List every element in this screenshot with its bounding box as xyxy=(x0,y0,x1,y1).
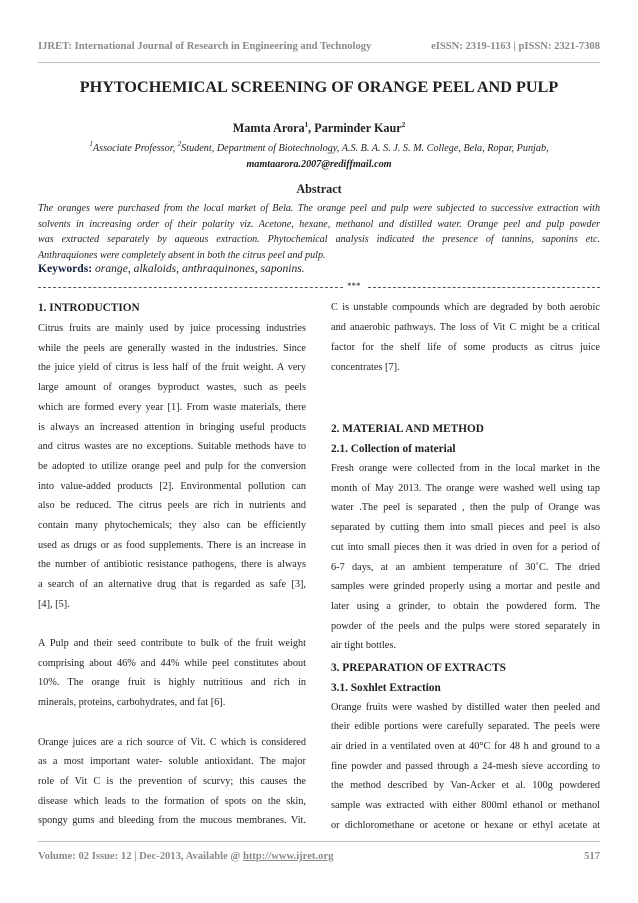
author-name: Mamta Arora xyxy=(232,121,305,135)
body-line: [4], [5]. xyxy=(38,598,70,610)
section-heading-preparation: 3. PREPARATION OF EXTRACTS xyxy=(331,661,506,674)
issn-label: eISSN: 2319-1163 | pISSN: 2321-7308 xyxy=(431,41,600,52)
body-line: spongy gums and bleeding from the mucous membranes. Vit. xyxy=(38,815,306,827)
body-line: large amount of oranges byproduct wastes, such as peels xyxy=(38,382,306,394)
footer-volume xyxy=(38,851,333,862)
body-line: or dichloromethane or acetone or hexane or ethyl acetate at xyxy=(331,819,600,831)
subsection-heading-collection: 2.1. Collection of material xyxy=(331,443,456,455)
body-line: Orange juices are a rich source of Vit. C which is considered xyxy=(38,736,306,748)
author-email: mamtaarora.2007@rediffmail.com xyxy=(246,159,392,170)
keywords-label: Keywords: xyxy=(38,262,93,275)
subsection-heading-soxhlet: 3.1. Soxhlet Extraction xyxy=(331,681,441,694)
body-line: a search of an alternative drug that is regarded as safe [3], xyxy=(38,579,306,591)
body-line: 10%. The orange fruit is highly nutritious and rich in xyxy=(38,677,306,689)
body-line: fine powder and passed through a 24-mesh sieve according to xyxy=(331,760,600,772)
body-line: A Pulp and their seed contribute to bulk of the fruit weight xyxy=(38,638,306,649)
body-line: C is unstable compounds which are degraded by both aerobic xyxy=(331,302,600,313)
body-line: role of Vit C is the prevention of scurvy; this causes the xyxy=(38,775,306,787)
body-line: their edible portions were carefully separated. The peels were xyxy=(331,721,600,733)
running-footer xyxy=(38,851,600,865)
separator-dash-left xyxy=(38,287,343,288)
journal-url-link[interactable]: http://www.ijret.org xyxy=(242,851,334,862)
keywords xyxy=(38,262,600,275)
body-line: samples were grinded properly using a mortar and pestle and xyxy=(331,581,600,593)
abstract-line: was extracted separately by aqueous extraction. Phytochemical analysis indicated the presence of tannins, saponins etc. xyxy=(38,234,600,245)
author-name: Parminder Kaur xyxy=(314,121,402,135)
header-rule xyxy=(38,62,600,63)
affil-mark: 1 xyxy=(89,140,93,148)
body-line: disease which leads to the formation of spots on the skin, xyxy=(38,795,306,807)
journal-name: IJRET: International Journal of Research in Engineering and Technology xyxy=(38,41,372,52)
body-line: which are formed every year [1]. From waste materials, there xyxy=(38,401,306,413)
abstract-line: The oranges were purchased from the local market of Bela. The orange peel and pulp were subjected to successive extraction with xyxy=(38,203,600,214)
page-number: 517 xyxy=(584,851,600,862)
body-line: water .The peel is separated , then the pulp of Orange was xyxy=(331,502,600,514)
author-affil-mark: 2 xyxy=(401,121,406,129)
body-line: while the peels are generally wasted in the industries. Since xyxy=(38,342,306,354)
body-line: factor for the shelf life of some products as citrus juice xyxy=(331,342,600,353)
body-line: separated by cutting them into small pieces and peel is also xyxy=(331,522,600,534)
volume-info: Volume: 02 Issue: 12 | Dec-2013, Available @ xyxy=(38,851,243,862)
affil-text: Associate Professor, xyxy=(92,143,178,154)
abstract-line: Anthraquiones were completely absent in both the citrus peel and pulp. xyxy=(38,249,326,261)
body-line: powder of the peels and the pulps were stored separately in xyxy=(331,620,600,632)
body-line: Orange fruits were washed by distilled water then peeled and xyxy=(331,701,600,713)
affil-mark: 2 xyxy=(177,140,182,148)
author-affil-mark: 1 xyxy=(304,121,309,129)
body-line: month of May 2013. The orange were washed well using tap xyxy=(331,482,600,494)
body-line: concentrates [7]. xyxy=(331,362,400,373)
body-line: Fresh orange were collected from in the local market in the xyxy=(331,463,600,474)
body-line: also be reduced. The citrus peels are rich in nutrients and xyxy=(38,500,306,512)
body-line: the method described by Van-Acker et al. 100g powdered xyxy=(331,780,600,792)
body-line: and anaerobic pathways. The loss of Vit C might be a critical xyxy=(331,322,600,333)
abstract-heading: Abstract xyxy=(296,182,342,196)
body-line: comprising about 46% and 44% while peel constitutes about xyxy=(38,657,306,669)
keywords-text: orange, alkaloids, anthraquinones, saponins. xyxy=(92,262,305,275)
body-line: is always an increased attention in bringing useful products xyxy=(38,421,306,433)
body-line: into value-added products [2]. Environmental pollution can xyxy=(38,480,306,492)
section-heading-introduction: 1. INTRODUCTION xyxy=(38,302,140,314)
running-header xyxy=(38,41,600,55)
author-list xyxy=(38,121,600,136)
body-line: Citrus fruits are mainly used by juice processing industries xyxy=(38,323,306,334)
body-line: the juice yield of citrus is less half of the fruit weight. A very xyxy=(38,362,306,374)
body-line: as a most important water- soluble antioxidant. The major xyxy=(38,756,306,768)
body-line: 6-7 days, at an ambient temperature of 30˚C. The dried xyxy=(331,561,600,573)
section-separator xyxy=(38,281,600,293)
affiliation xyxy=(38,140,600,154)
affil-text: Student, Department of Biotechnology, A.S. B. A. S. J. S. M. College, Bela, Ropar, Punjab, xyxy=(181,143,549,154)
body-line: minerals, proteins, carbohydrates, and fat [6]. xyxy=(38,697,226,709)
body-line: be adopted to utilize orange peel and pulp for the conversion xyxy=(38,460,306,472)
separator-stars: *** xyxy=(347,281,361,291)
separator-dash-right xyxy=(368,287,600,288)
author-separator: , xyxy=(308,121,315,135)
body-line: sample was extracted with either 800ml ethanol or methanol xyxy=(331,800,600,811)
body-line: cut into small pieces then it was dried in oven for a period of xyxy=(331,541,600,553)
footer-rule xyxy=(38,841,600,842)
body-line: air dried in a ventilated oven at 40°C for 48 h and ground to a xyxy=(331,740,600,752)
abstract-line: solvents in increasing order of their polarity viz. Acetone, hexane, methanol and distilled water. Orange peel and pulp powder xyxy=(38,218,600,230)
body-line: the number of antibiotic resistance pathogens, there is always xyxy=(38,559,306,571)
body-line: and citrus wastes are no exceptions. Suitable methods have to xyxy=(38,441,306,453)
body-line: used as drugs or as food supplements. There is an increase in xyxy=(38,539,306,551)
body-line: later using a grinder, to obtain the powdered form. The xyxy=(331,600,600,612)
paper-title: PHYTOCHEMICAL SCREENING OF ORANGE PEEL AND PULP xyxy=(79,78,559,96)
body-line: air tight bottles. xyxy=(331,640,396,652)
body-line: contain many phytochemicals; they also can be efficiently xyxy=(38,520,306,531)
section-heading-material-method: 2. MATERIAL AND METHOD xyxy=(331,423,484,435)
